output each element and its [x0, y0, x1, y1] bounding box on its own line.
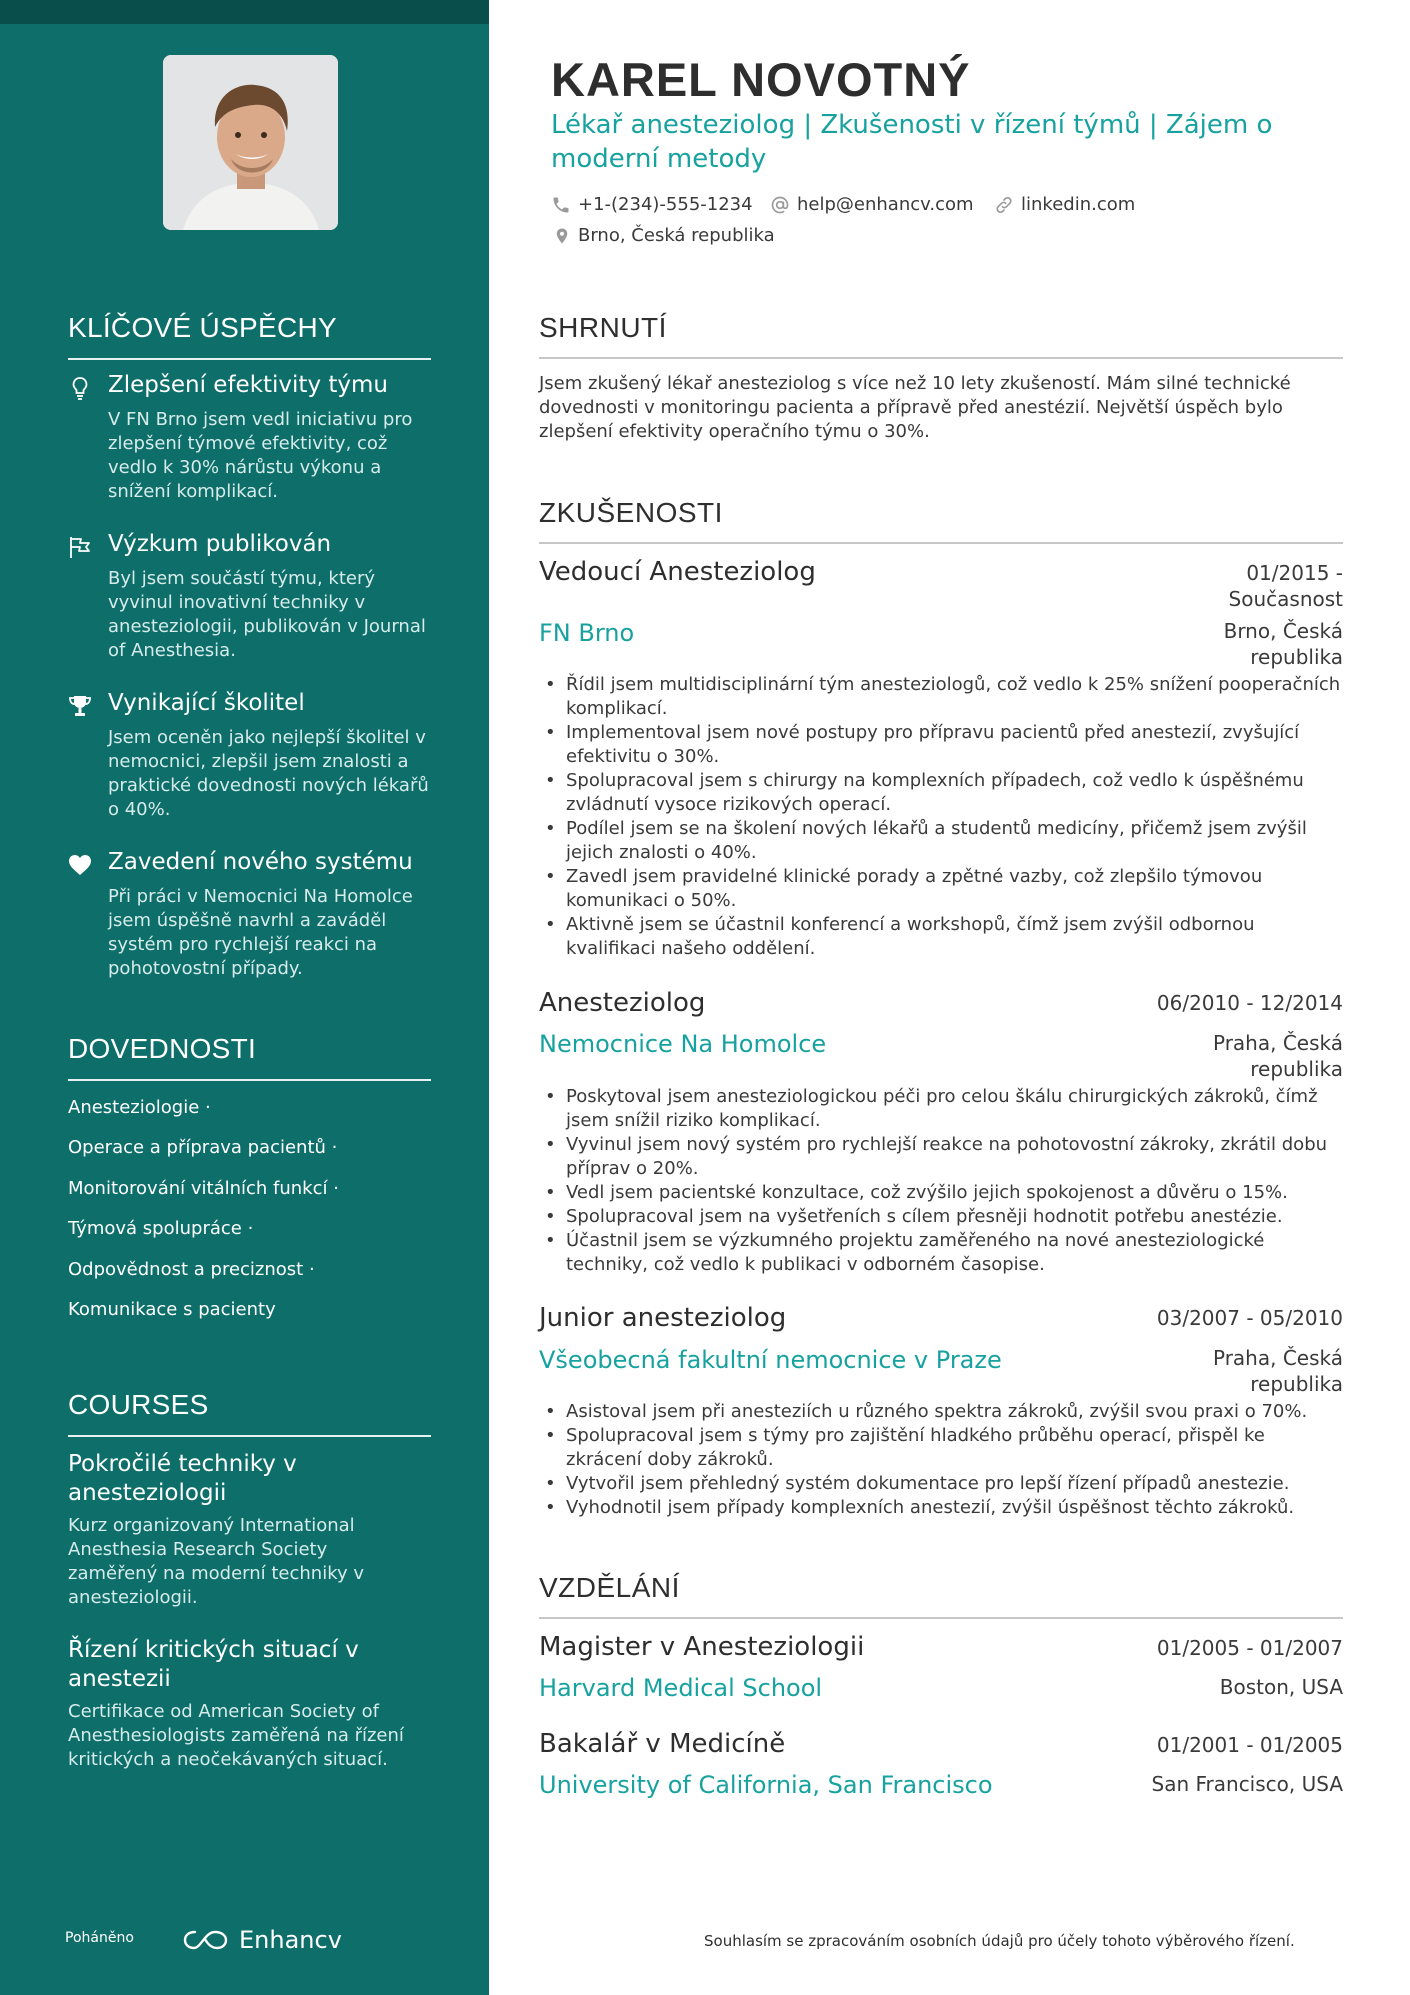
experience-rule — [539, 542, 1343, 544]
skill-item: Odpovědnost a preciznost · — [68, 1259, 315, 1280]
contact-phone[interactable] — [551, 194, 753, 215]
powered-by-label: Poháněno — [65, 1930, 134, 1946]
education-school: University of California, San Francisco — [539, 1771, 993, 1799]
skills-title: DOVEDNOSTI — [68, 1033, 257, 1064]
job-company: FN Brno — [539, 619, 635, 647]
job-location — [1213, 1030, 1343, 1082]
education-school: Harvard Medical School — [539, 1674, 823, 1702]
job-company: Nemocnice Na Homolce — [539, 1030, 827, 1058]
skill-item: Týmová spolupráce · — [68, 1218, 254, 1239]
achievement-title: Zlepšení efektivity týmu — [108, 372, 388, 398]
sidebar-top-bar — [0, 0, 489, 24]
list-item: • Asistoval jsem při anesteziích u různého spektra zákroků, zvýšil svou praxi o 70%. — [545, 1400, 1345, 1424]
education-location: San Francisco, USA — [1151, 1772, 1343, 1796]
education-dates: 01/2005 - 01/2007 — [1156, 1636, 1343, 1660]
at-icon — [770, 195, 790, 215]
trophy-icon — [68, 694, 92, 718]
education-degree: Bakalář v Medicíně — [539, 1729, 786, 1759]
candidate-tagline: Lékař anesteziolog | Zkušenosti v řízení týmů | Zájem o moderní metody — [551, 110, 1273, 174]
summary-text: Jsem zkušený lékař anesteziolog s více než 10 lety zkušeností. Mám silné technické dovednosti v monitoringu pacienta a přípravě před anestézií. Největší úspěch bylo zlepšení efektivity operačního týmu o 30%. — [539, 373, 1291, 442]
list-item: • Řídil jsem multidisciplinární tým anesteziologů, což vedlo k 25% snížení pooperačních komplikací. — [545, 673, 1345, 721]
course-title: Pokročilé techniky v anesteziologii — [68, 1451, 297, 1506]
job-company: Všeobecná fakultní nemocnice v Praze — [539, 1346, 1002, 1374]
linkedin-text: linkedin.com — [1021, 194, 1136, 215]
candidate-name: KAREL NOVOTNÝ — [551, 53, 971, 106]
list-item: • Podílel jsem se na školení nových lékařů a studentů medicíny, přičemž jsem zvýšil jejich znalosti o 40%. — [545, 817, 1345, 865]
infinity-logo-icon — [183, 1929, 229, 1951]
contact-email[interactable] — [770, 194, 974, 215]
skill-item: Operace a příprava pacientů · — [68, 1137, 338, 1158]
job-bullets — [545, 673, 1345, 961]
achievements-title: KLÍČOVÉ ÚSPĚCHY — [68, 312, 338, 343]
job-dates-end: Současnost — [1228, 587, 1343, 611]
skill-item: Anesteziologie · — [68, 1097, 211, 1118]
list-item: • Spolupracoval jsem s chirurgy na komplexních případech, což vedlo k úspěšnému zvládnutí vysoce rizikových operací. — [545, 769, 1345, 817]
job-location-city: Praha, Česká — [1212, 1346, 1343, 1370]
location-pin-icon — [553, 226, 571, 246]
list-item: • Účastnil jsem se výzkumného projektu zaměřeného na nové anesteziologické techniky, což vedlo k publikaci v odborném časopise. — [545, 1229, 1345, 1277]
achievement-title: Vynikající školitel — [108, 690, 305, 716]
achievements-rule — [68, 358, 431, 360]
link-icon — [994, 195, 1014, 215]
list-item: • Aktivně jsem se účastnil konferencí a workshopů, čímž jsem zvýšil odbornou kvalifikaci našeho oddělení. — [545, 913, 1345, 961]
list-item: • Vyvinul jsem nový systém pro rychlejší reakce na pohotovostní zákroky, zkrátil dobu příprav o 20%. — [545, 1133, 1345, 1181]
education-dates: 01/2001 - 01/2005 — [1156, 1733, 1343, 1757]
skill-item: Komunikace s pacienty — [68, 1299, 276, 1320]
list-item: • Spolupracoval jsem na vyšetřeních s cílem přesněji hodnotit potřebu anestézie. — [545, 1205, 1345, 1229]
job-bullets — [545, 1085, 1345, 1277]
course-desc: Kurz organizovaný International Anesthesia Research Society zaměřený na moderní techniky v anesteziologii. — [68, 1515, 365, 1608]
achievement-desc: Při práci v Nemocnici Na Homolce jsem úspěšně navrhl a zaváděl systém pro rychlejší reakci na pohotovostní případy. — [108, 886, 413, 979]
skills-rule — [68, 1079, 431, 1081]
job-role: Vedoucí Anesteziolog — [539, 557, 816, 587]
lightbulb-icon — [68, 376, 92, 400]
job-dates-start: 01/2015 - — [1246, 561, 1343, 585]
achievement-desc: Byl jsem součástí týmu, který vyvinul inovativní techniky v anesteziologii, publikován v Journal of Anesthesia. — [108, 568, 426, 661]
list-item: • Vytvořil jsem přehledný systém dokumentace pro lepší řízení případů anestezie. — [545, 1472, 1345, 1496]
achievement-title: Výzkum publikován — [108, 531, 332, 557]
job-role: Junior anesteziolog — [539, 1303, 787, 1333]
achievement-desc: V FN Brno jsem vedl iniciativu pro zlepšení týmové efektivity, což vedlo k 30% nárůstu výkonu a snížení komplikací. — [108, 409, 413, 502]
education-location: Boston, USA — [1219, 1675, 1343, 1699]
list-item: • Vyhodnotil jsem případy komplexních anestezií, zvýšil úspěšnost těchto zákroků. — [545, 1496, 1345, 1520]
profile-photo — [163, 55, 338, 230]
enhancv-logo[interactable] — [183, 1926, 342, 1954]
flag-icon — [68, 535, 92, 559]
list-item: • Implementoval jsem nové postupy pro přípravu pacientů před anestezií, zvyšující efektivitu o 30%. — [545, 721, 1345, 769]
job-bullets — [545, 1400, 1345, 1520]
job-location-city: Brno, Česká — [1223, 619, 1343, 643]
heart-icon — [68, 853, 92, 877]
education-rule — [539, 1617, 1343, 1619]
summary-title: SHRNUTÍ — [539, 312, 667, 343]
email-text: help@enhancv.com — [797, 194, 974, 215]
job-location — [1213, 1345, 1343, 1397]
list-item: • Vedl jsem pacientské konzultace, což zvýšilo jejich spokojenost a důvěru o 15%. — [545, 1181, 1345, 1205]
sidebar — [0, 0, 489, 1995]
summary-rule — [539, 357, 1343, 359]
job-location — [1224, 618, 1343, 670]
course-desc: Certifikace od American Society of Anesthesiologists zaměřená na řízení kritických a neočekávaných situací. — [68, 1701, 404, 1770]
job-location-city: Praha, Česká — [1212, 1031, 1343, 1055]
job-dates: 03/2007 - 05/2010 — [1156, 1306, 1343, 1330]
list-item: • Zavedl jsem pravidelné klinické porady a zpětné vazby, což zlepšilo týmovou komunikaci o 50%. — [545, 865, 1345, 913]
skill-item: Monitorování vitálních funkcí · — [68, 1178, 339, 1199]
job-dates — [1229, 560, 1343, 612]
achievement-title: Zavedení nového systému — [108, 849, 413, 875]
education-degree: Magister v Anesteziologii — [539, 1632, 865, 1662]
courses-rule — [68, 1435, 431, 1437]
job-role: Anesteziolog — [539, 988, 706, 1018]
contact-location — [553, 225, 775, 246]
job-location-country: republika — [1250, 645, 1343, 669]
education-title: VZDĚLÁNÍ — [539, 1572, 680, 1603]
consent-text: Souhlasím se zpracováním osobních údajů pro účely tohoto výběrového řízení. — [704, 1932, 1295, 1950]
job-dates: 06/2010 - 12/2014 — [1156, 991, 1343, 1015]
contact-linkedin[interactable] — [994, 194, 1135, 215]
phone-text: +1-(234)-555-1234 — [578, 194, 753, 215]
job-location-country: republika — [1250, 1057, 1343, 1081]
courses-title: COURSES — [68, 1389, 209, 1420]
phone-icon — [551, 195, 571, 215]
brand-name: Enhancv — [239, 1926, 342, 1954]
course-title: Řízení kritických situací v anestezii — [68, 1637, 359, 1692]
experience-title: ZKUŠENOSTI — [539, 497, 723, 528]
location-text: Brno, Česká republika — [578, 225, 775, 246]
job-location-country: republika — [1250, 1372, 1343, 1396]
list-item: • Spolupracoval jsem s týmy pro zajištění hladkého průběhu operací, přispěl ke zkrácení doby zákroků. — [545, 1424, 1345, 1472]
list-item: • Poskytoval jsem anesteziologickou péči pro celou škálu chirurgických zákroků, čímž jsem snížil riziko komplikací. — [545, 1085, 1345, 1133]
achievement-desc: Jsem oceněn jako nejlepší školitel v nemocnici, zlepšil jsem znalosti a praktické dovednosti nových lékařů o 40%. — [108, 727, 429, 820]
